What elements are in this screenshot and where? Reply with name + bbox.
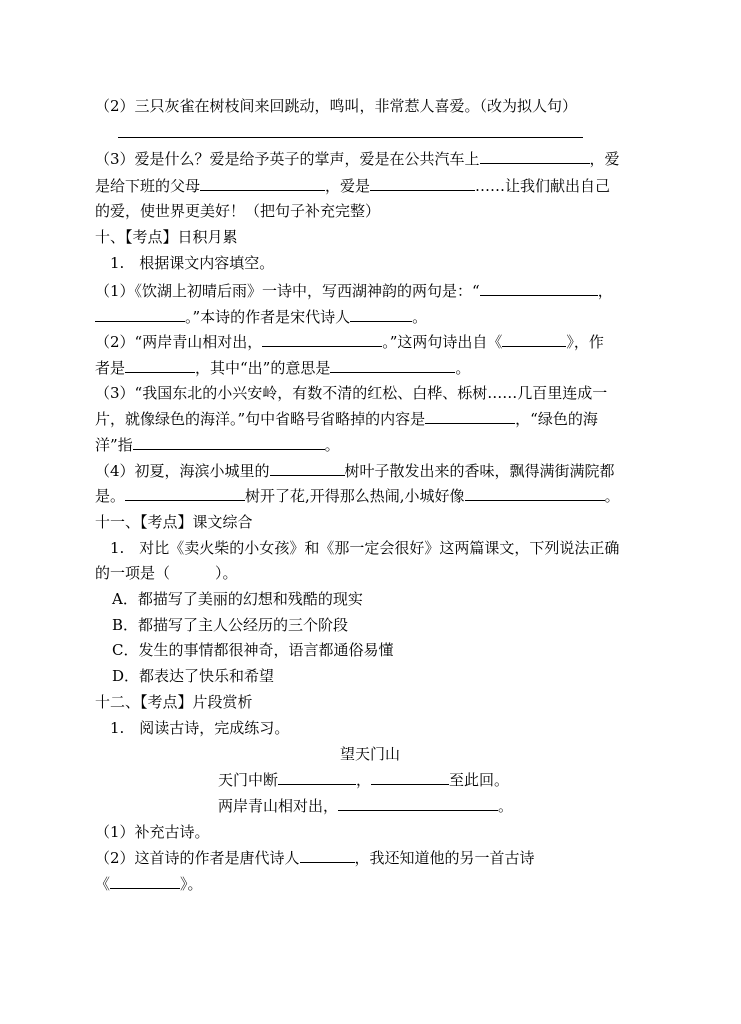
blank[interactable] xyxy=(480,280,598,296)
blank[interactable] xyxy=(330,357,455,373)
blank[interactable] xyxy=(425,408,515,424)
p3-line-2: 片，就像绿色的海洋。”句中省略号省略掉的内容是 ，“绿色的海 xyxy=(95,410,598,428)
blank[interactable] xyxy=(270,460,345,476)
p3-line-1: （3）“我国东北的小兴安岭，有数不清的红松、白桦、栎树……几百里连成一 xyxy=(95,384,608,402)
p1-line-1: （1）《饮湖上初晴后雨》一诗中，写西湖神韵的两句是：“ ， xyxy=(95,282,613,300)
blank[interactable] xyxy=(370,175,475,191)
q3-line-3: 的爱，使世界更美好！（把句子补充完整） xyxy=(95,202,381,220)
section-10-heading: 十、【考点】日积月累 xyxy=(95,228,238,246)
section-11-q1-line-1: 1. 对比《卖火柴的小女孩》和《那一定会很好》这两篇课文，下列说法正确 xyxy=(110,539,620,557)
q12-3: 《 》。 xyxy=(95,875,203,893)
section-12-heading: 十二、【考点】片段赏析 xyxy=(95,693,253,711)
p2-line-1: （2）“两岸青山相对出， 。”这两句诗出自《 》，作 xyxy=(95,333,604,351)
q3-line-1: （3）爱是什么？爱是给予英子的掌声，爱是在公共汽车上 ，爱 xyxy=(95,150,620,168)
blank[interactable] xyxy=(480,148,590,164)
blank[interactable] xyxy=(465,485,605,501)
q3-line-2: 是给下班的父母 ，爱是 ……让我们献出自己 xyxy=(95,177,611,195)
poem-line-1: 天门中断 ， 至此回。 xyxy=(218,771,510,789)
section-11-q1-line-2: 的一项是（ ）。 xyxy=(95,564,238,582)
blank[interactable] xyxy=(262,331,382,347)
p4-line-2: 是。 树开了花,开得那么热闹,小城好像 。 xyxy=(95,487,620,505)
section-10-q1: 1. 根据课文内容填空。 xyxy=(110,254,275,272)
section-12-q1: 1. 阅读古诗，完成练习。 xyxy=(110,719,290,737)
blank[interactable] xyxy=(350,306,412,322)
blank[interactable] xyxy=(200,175,325,191)
blank[interactable] xyxy=(502,331,566,347)
blank[interactable] xyxy=(278,769,356,785)
blank[interactable] xyxy=(125,485,245,501)
poem-line-2: 两岸青山相对出， 。 xyxy=(218,797,514,815)
blank[interactable] xyxy=(338,795,498,811)
q2-rewrite: （2）三只灰雀在树枝间来回跳动，鸣叫，非常惹人喜爱。（改为拟人句） xyxy=(95,97,578,115)
blank[interactable] xyxy=(110,873,180,889)
blank[interactable] xyxy=(300,847,355,863)
answer-line-q2[interactable] xyxy=(118,137,583,138)
blank[interactable] xyxy=(371,769,449,785)
p4-line-1: （4）初夏，海滨小城里的 树叶子散发出来的香味，飘得满街满院都 xyxy=(95,462,615,480)
blank[interactable] xyxy=(95,306,185,322)
blank[interactable] xyxy=(125,357,195,373)
blank[interactable] xyxy=(133,434,325,450)
p3-line-3: 洋”指 。 xyxy=(95,436,340,454)
p1-line-2: 。”本诗的作者是宋代诗人 。 xyxy=(95,306,427,328)
option-d[interactable]: D．都表达了快乐和希望 xyxy=(112,667,275,685)
option-b[interactable]: B．都描写了主人公经历的三个阶段 xyxy=(112,616,349,634)
option-a[interactable]: A．都描写了美丽的幻想和残酷的现实 xyxy=(112,590,363,608)
section-11-heading: 十一、【考点】课文综合 xyxy=(95,513,253,531)
p2-line-2: 者是 ，其中“出”的意思是 。 xyxy=(95,359,471,377)
poem-title: 望天门山 xyxy=(340,745,401,763)
option-c[interactable]: C．发生的事情都很神奇，语言都通俗易懂 xyxy=(112,641,394,659)
q12-2: （2）这首诗的作者是唐代诗人 ，我还知道他的另一首古诗 xyxy=(95,849,535,867)
q12-1: （1）补充古诗。 xyxy=(95,823,210,841)
